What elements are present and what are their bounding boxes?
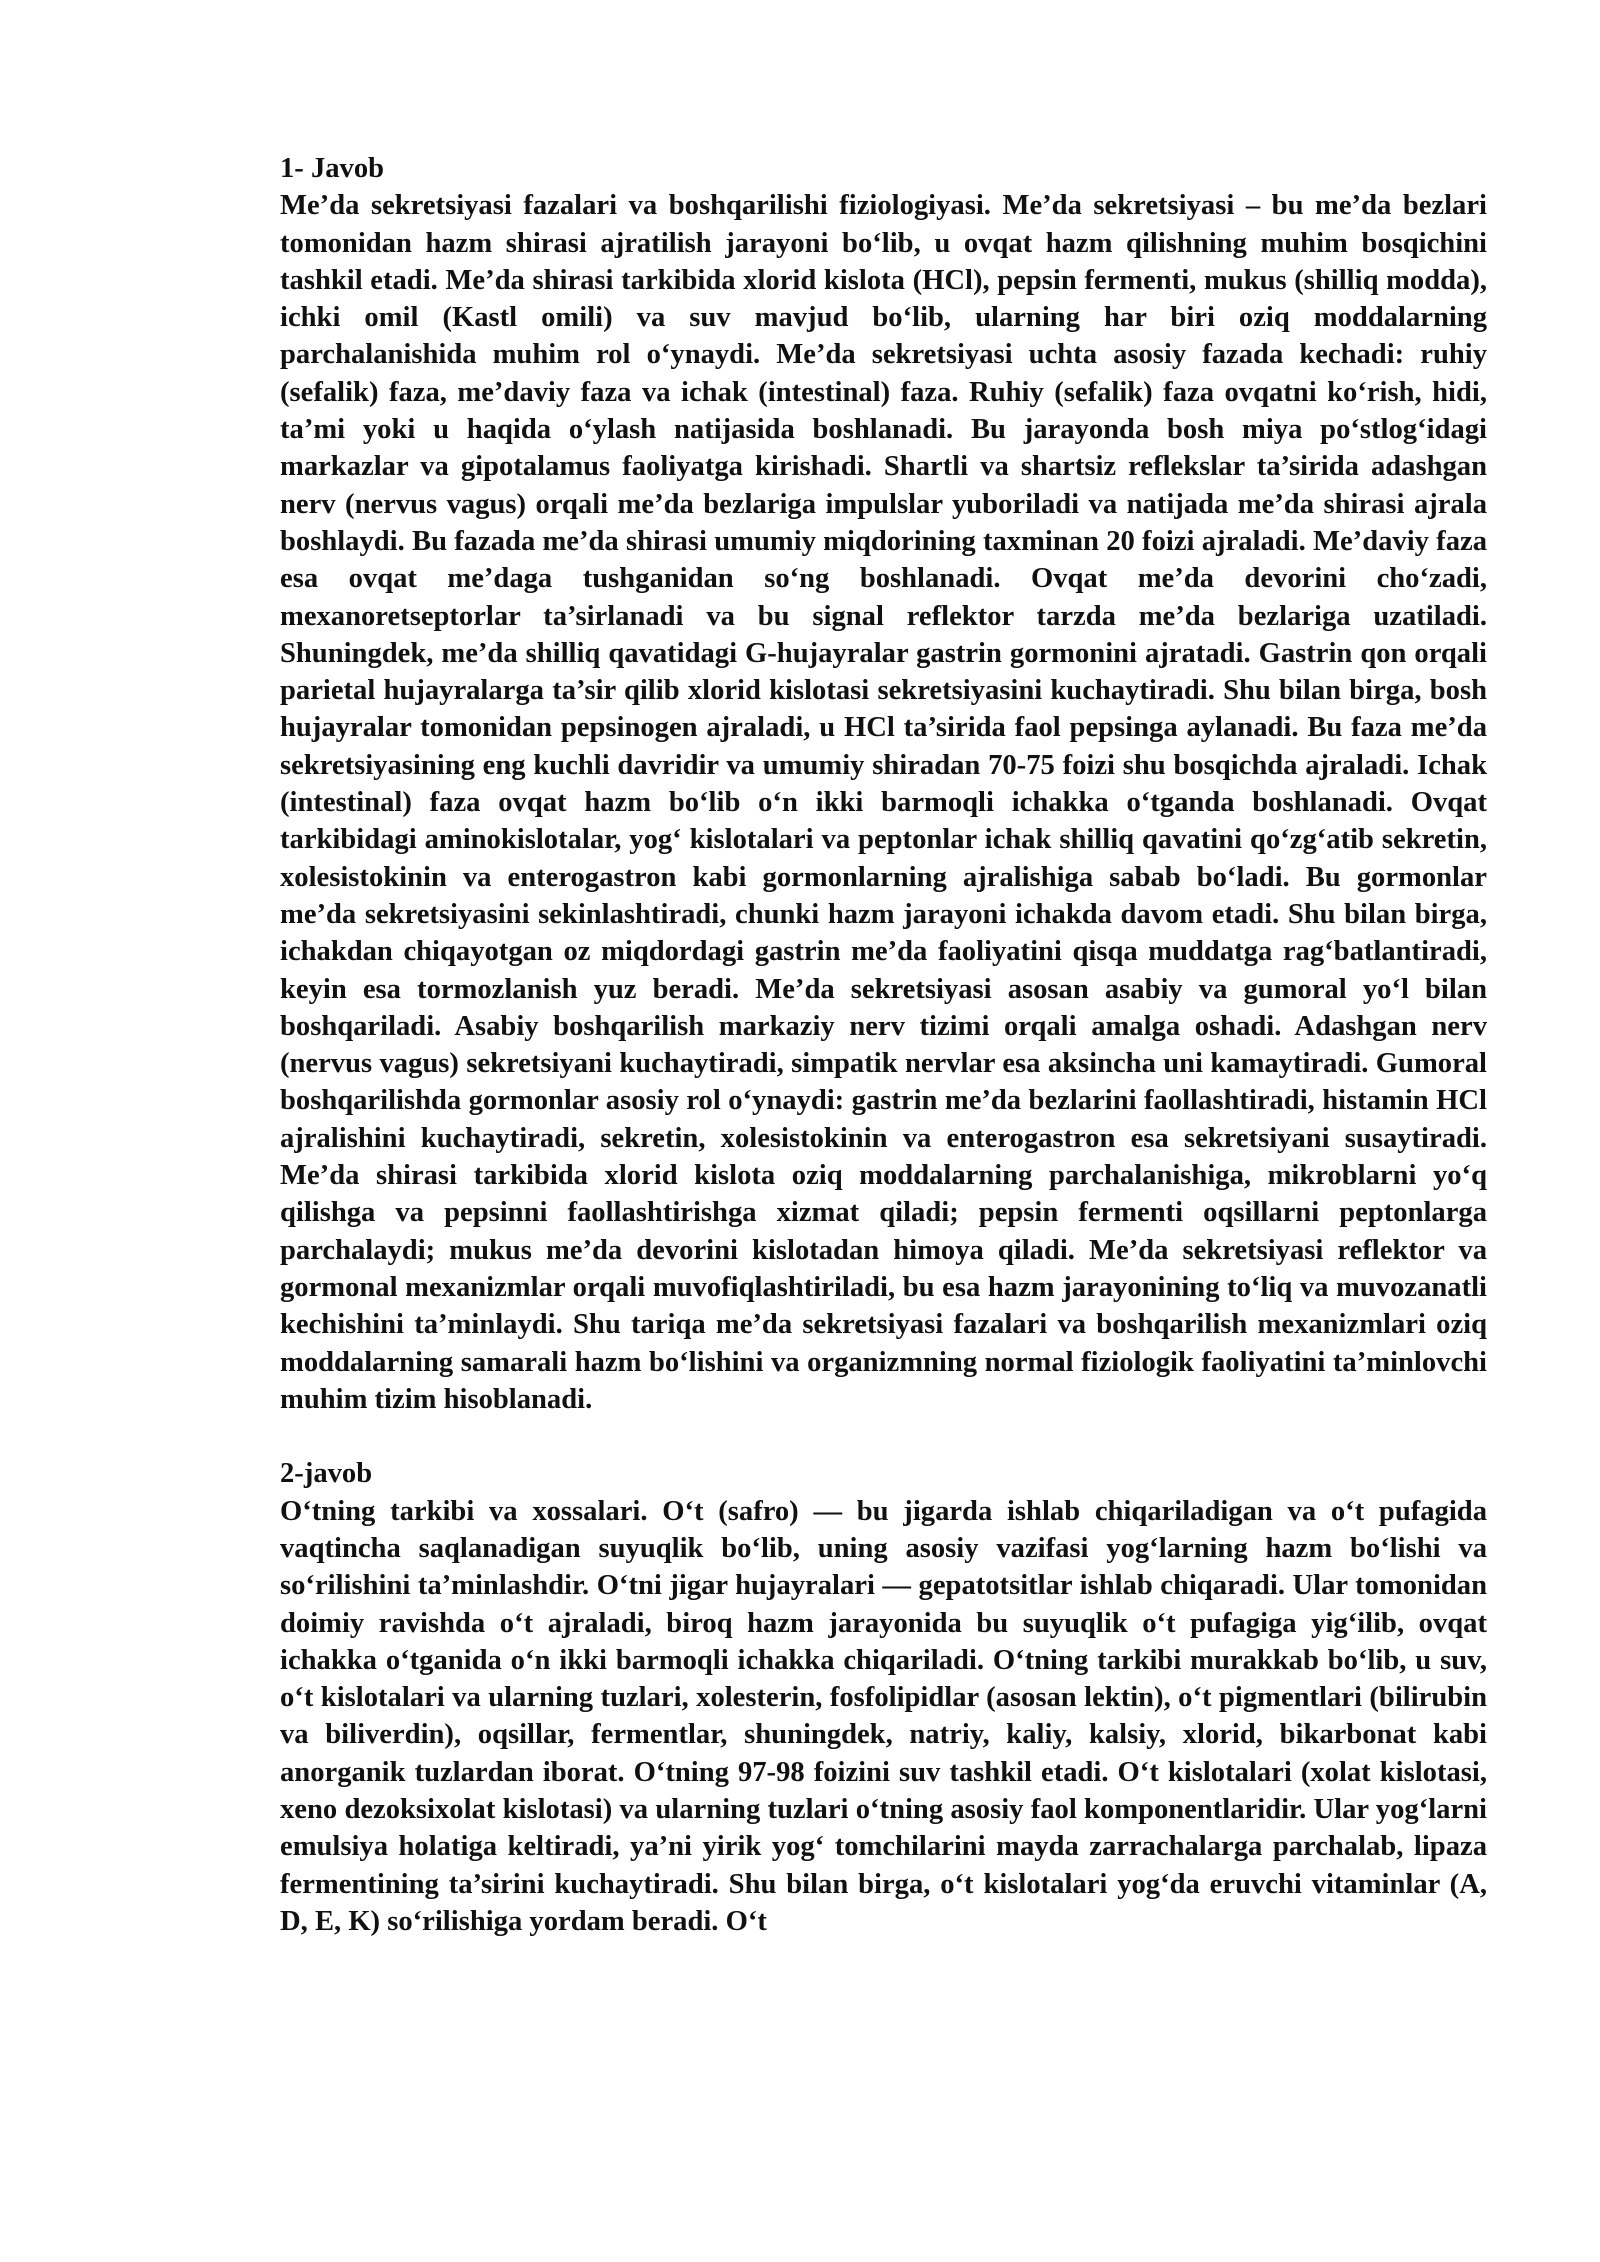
document-content (280, 150, 1487, 1940)
section-answer-2 (280, 1455, 1487, 1940)
section-body: Me’da sekretsiyasi fazalari va boshqarilishi fiziologiyasi. Me’da sekretsiyasi – bu me’da bezlari tomonidan hazm shirasi ajratilish jarayoni bo‘lib, u ovqat hazm qilishning muhim bosqichini tashkil etadi. Me’da shirasi tarkibida xlorid kislota (HCl), pepsin fermenti, mukus (shilliq modda), ichki omil (Kastl omili) va suv mavjud bo‘lib, ularning har biri oziq moddalarning parchalanishida muhim rol o‘ynaydi. Me’da sekretsiyasi uchta asosiy fazada kechadi: ruhiy (sefalik) faza, me’daviy faza va ichak (intestinal) faza. Ruhiy (sefalik) faza ovqatni ko‘rish, hidi, ta’mi yoki u haqida o‘ylash natijasida boshlanadi. Bu jarayonda bosh miya po‘stlog‘idagi markazlar va gipotalamus faoliyatga kirishadi. Shartli va shartsiz reflekslar ta’sirida adashgan nerv (nervus vagus) orqali me’da bezlariga impulslar yuboriladi va natijada me’da shirasi ajrala boshlaydi. Bu fazada me’da shirasi umumiy miqdorining taxminan 20 foizi ajraladi. Me’daviy faza esa ovqat me’daga tushganidan so‘ng boshlanadi. Ovqat me’da devorini cho‘zadi, mexanoretseptorlar ta’sirlanadi va bu signal reflektor tarzda me’da bezlariga uzatiladi. Shuningdek, me’da shilliq qavatidagi G-hujayralar gastrin gormonini ajratadi. Gastrin qon orqali parietal hujayralarga ta’sir qilib xlorid kislotasi sekretsiyasini kuchaytiradi. Shu bilan birga, bosh hujayralar tomonidan pepsinogen ajraladi, u HCl ta’sirida faol pepsinga aylanadi. Bu faza me’da sekretsiyasining eng kuchli davridir va umumiy shiradan 70-75 foizi shu bosqichda ajraladi. Ichak (intestinal) faza ovqat hazm bo‘lib o‘n ikki barmoqli ichakka o‘tganda boshlanadi. Ovqat tarkibidagi aminokislotalar, yog‘ kislotalari va peptonlar ichak shilliq qavatini qo‘zg‘atib sekretin, xolesistokinin va enterogastron kabi gormonlarning ajralishiga sabab bo‘ladi. Bu gormonlar me’da sekretsiyasini sekinlashtiradi, chunki hazm jarayoni ichakda davom etadi. Shu bilan birga, ichakdan chiqayotgan oz miqdordagi gastrin me’da faoliyatini qisqa muddatga rag‘batlantiradi, keyin esa tormozlanish yuz beradi. Me’da sekretsiyasi asosan asabiy va gumoral yo‘l bilan boshqariladi. Asabiy boshqarilish markaziy nerv tizimi orqali amalga oshadi. Adashgan nerv (nervus vagus) sekretsiyani kuchaytiradi, simpatik nervlar esa aksincha uni kamaytiradi. Gumoral boshqarilishda gormonlar asosiy rol o‘ynaydi: gastrin me’da bezlarini faollashtiradi, histamin HCl ajralishini kuchaytiradi, sekretin, xolesistokinin va enterogastron esa sekretsiyani susaytiradi. Me’da shirasi tarkibida xlorid kislota oziq moddalarning parchalanishiga, mikroblarni yo‘q qilishga va pepsinni faollashtirishga xizmat qiladi; pepsin fermenti oqsillarni peptonlarga parchalaydi; mukus me’da devorini kislotadan himoya qiladi. Me’da sekretsiyasi reflektor va gormonal mexanizmlar orqali muvofiqlashtiriladi, bu esa hazm jarayonining to‘liq va muvozanatli kechishini ta’minlaydi. Shu tariqa me’da sekretsiyasi fazalari va boshqarilish mexanizmlari oziq moddalarning samarali hazm bo‘lishini va organizmning normal fiziologik faoliyatini ta’minlovchi muhim tizim hisoblanadi. (280, 190, 1487, 1415)
section-heading: 2-javob (280, 1458, 373, 1490)
section-heading: 1- Javob (280, 153, 385, 184)
section-body: O‘tning tarkibi va xossalari. O‘t (safro) — bu jigarda ishlab chiqariladigan va o‘t pufagida vaqtincha saqlanadigan suyuqlik bo‘lib, uning asosiy vazifasi yog‘larning hazm bo‘lishi va so‘rilishini ta’minlashdir. O‘tni jigar hujayralari — gepatotsitlar ishlab chiqaradi. Ular tomonidan doimiy ravishda o‘t ajraladi, biroq hazm jarayonida bu suyuqlik o‘t pufagiga yig‘ilib, ovqat ichakka o‘tganida o‘n ikki barmoqli ichakka chiqariladi. O‘tning tarkibi murakkab bo‘lib, u suv, o‘t kislotalari va ularning tuzlari, xolesterin, fosfolipidlar (asosan lektin), o‘t pigmentlari (bilirubin va biliverdin), oqsillar, fermentlar, shuningdek, natriy, kaliy, kalsiy, xlorid, bikarbonat kabi anorganik tuzlardan iborat. O‘tning 97-98 foizini suv tashkil etadi. O‘t kislotalari (xolat kislotasi, xeno dezoksixolat kislotasi) va ularning tuzlari o‘tning asosiy faol komponentlaridir. Ular yog‘larni emulsiya holatiga keltiradi, ya’ni yirik yog‘ tomchilarini mayda zarrachalarga parchalab, lipaza fermentining ta’sirini kuchaytiradi. Shu bilan birga, o‘t kislotalari yog‘da eruvchi vitaminlar (A, D, E, K) so‘rilishiga yordam beradi. O‘t (280, 1495, 1487, 1937)
section-spacer (280, 1418, 1487, 1455)
section-answer-1 (280, 150, 1487, 1418)
